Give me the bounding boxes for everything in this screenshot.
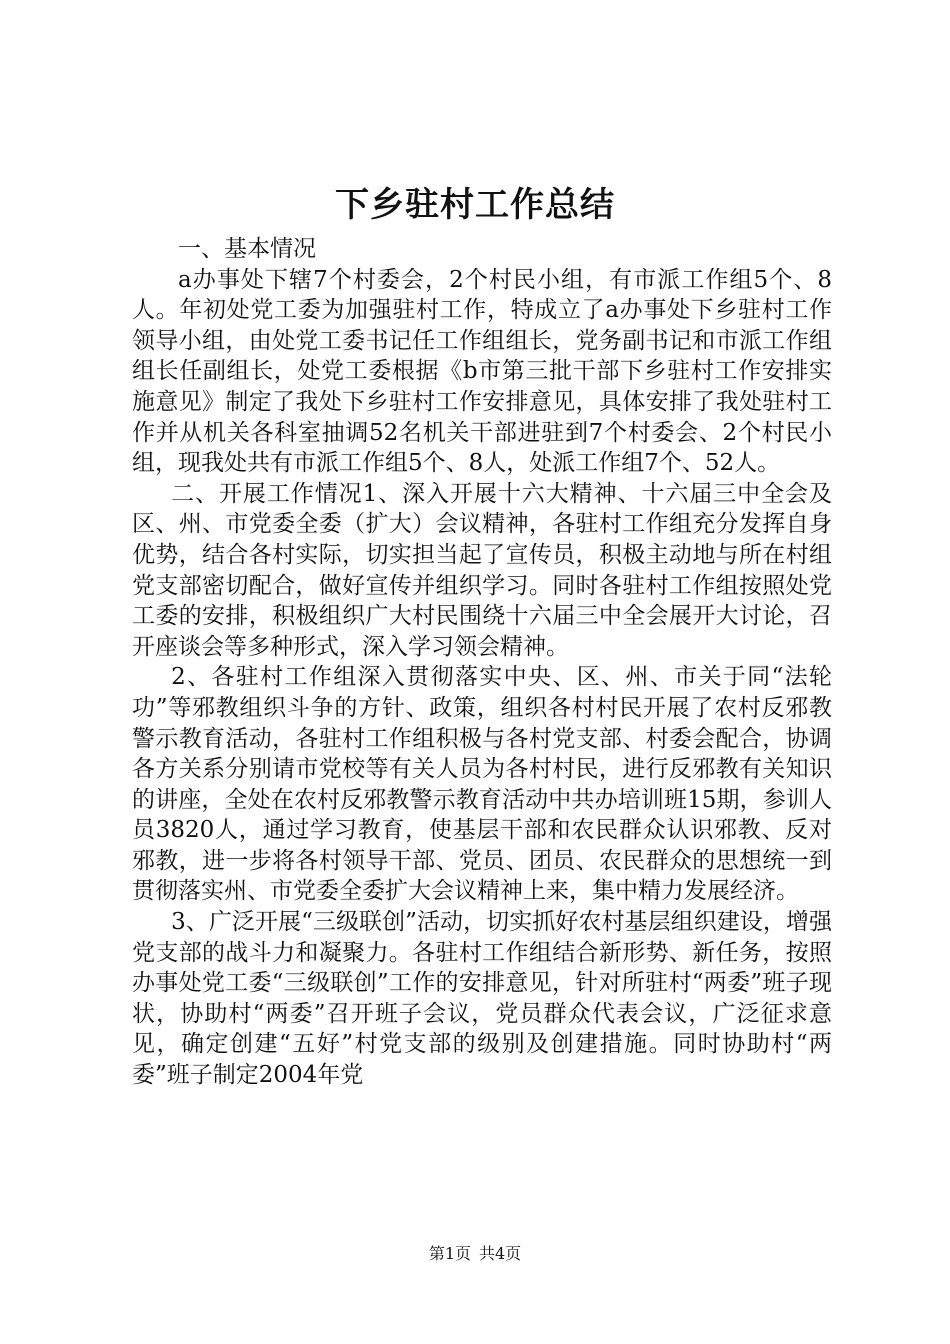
document-body — [132, 234, 832, 1091]
page-number: 第1页 — [428, 1244, 471, 1263]
page-total: 共4页 — [479, 1244, 522, 1263]
paragraph-work-status-3: 3、广泛开展“三级联创”活动，切实抓好农村基层组织建设，增强党支部的战斗力和凝聚力。各驻村工作组结合新形势、新任务，按照办事处党工委“三级联创”工作的安排意见，针对所驻村“两委”班子现状，协助村“两委”召开班子会议，党员群众代表会议，广泛征求意见，确定创建“五好”村党支部的级别及创建措施。同时协助村“两委”班子制定2004年党 — [132, 909, 832, 1089]
paragraph-basic-situation: a办事处下辖7个村委会，2个村民小组，有市派工作组5个、8人。年初处党工委为加强驻村工作，特成立了a办事处下乡驻村工作领导小组，由处党工委书记任工作组组长，党务副书记和市派工作组组长任副组长，处党工委根据《b市第三批干部下乡驻村工作安排实施意见》制定了我处下乡驻村工作安排意见，具体安排了我处驻村工作并从机关各科室抽调52名机关干部进驻到7个村委会、2个村民小组，现我处共有市派工作组5个、8人，处派工作组7个、52人。 — [132, 266, 832, 477]
paragraph-work-status-2: 2、各驻村工作组深入贯彻落实中央、区、州、市关于同“法轮功”等邪教组织斗争的方针、政策，组织各村村民开展了农村反邪教警示教育活动，各驻村工作组积极与各村党支部、村委会配合，协调各方关系分别请市党校等有关人员为各村村民，进行反邪教有关知识的讲座，全处在农村反邪教警示教育活动中共办培训班15期，参训人员3820人，通过学习教育，使基层干部和农民群众认识邪教、反对邪教，进一步将各村领导干部、党员、团员、农民群众的思想统一到贯彻落实州、市党委全委扩大会议精神上来，集中精力发展经济。 — [132, 664, 832, 905]
page-footer — [0, 1243, 950, 1265]
section-heading-basic: 一、基本情况 — [178, 236, 316, 262]
paragraph-work-status-1: 二、开展工作情况1、深入开展十六大精神、十六届三中全会及区、州、市党委全委（扩大）会议精神，各驻村工作组充分发挥自身优势，结合各村实际，切实担当起了宣传员，积极主动地与所在村组党支部密切配合，做好宣传并组织学习。同时各驻村工作组按照处党工委的安排，积极组织广大村民围绕十六届三中全会展开大讨论，召开座谈会等多种形式，深入学习领会精神。 — [132, 480, 832, 660]
document-title: 下乡驻村工作总结 — [335, 185, 615, 225]
